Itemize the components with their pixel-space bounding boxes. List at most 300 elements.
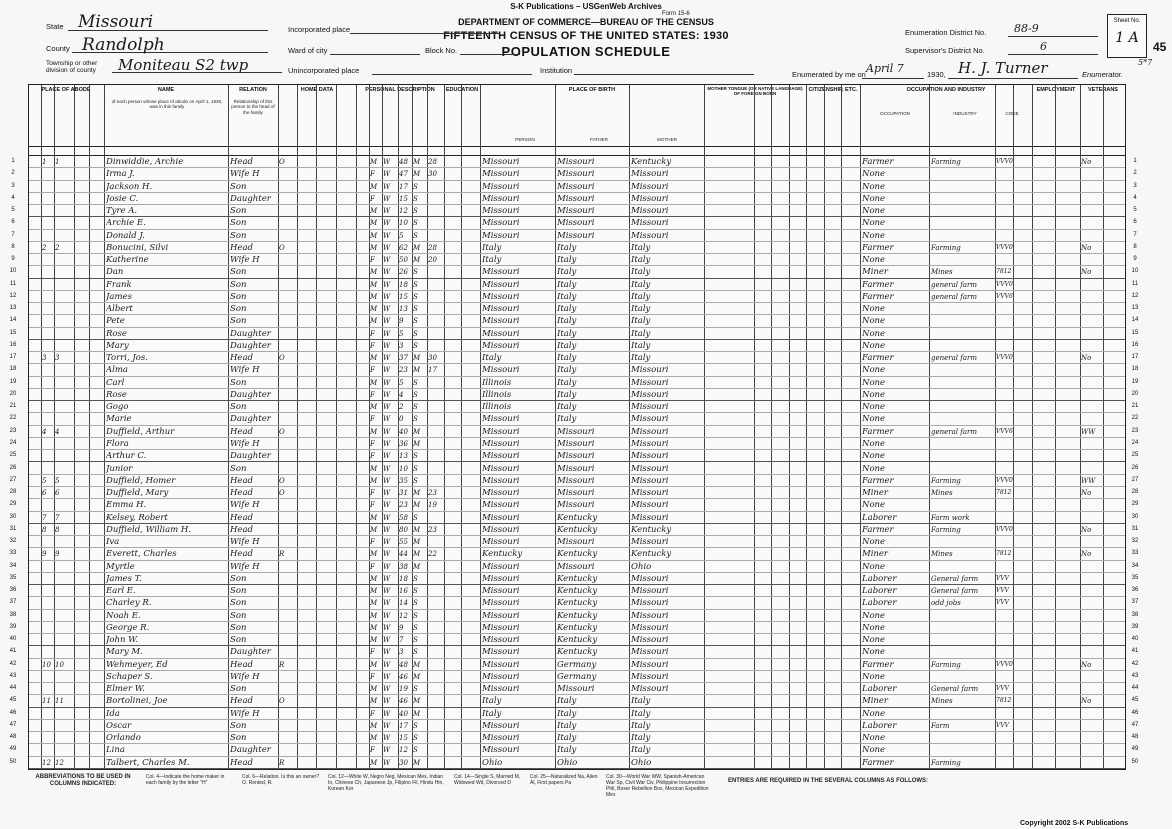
sheet-value: 1 A [1115,30,1139,46]
relationship: Son [230,573,247,584]
relationship: Son [230,377,247,388]
relationship: Head [230,757,253,768]
birthplace-mother: Ohio [631,757,652,768]
sex: M [370,660,378,669]
age-at-marriage: 22 [428,550,437,559]
line-number: 18 [9,366,17,373]
race: W [383,697,391,706]
enumerator-label: Enumerator. [1082,70,1123,79]
relationship: Daughter [230,193,271,204]
relationship: Wife H [230,255,260,266]
race: W [383,329,391,338]
enumerator-name: H. J. Turner [958,59,1048,77]
line-number-right: 46 [1131,709,1139,716]
birthplace-mother: Kentucky [631,157,672,167]
birthplace-person: Missouri [482,291,520,302]
line-number: 39 [9,623,17,630]
birthplace-person: Missouri [482,438,520,449]
industry: Farm [931,721,950,730]
veteran-status: No [1081,158,1092,166]
ed-label: Enumeration District No. [905,28,987,37]
person-name: Kelsey, Robert [106,512,168,523]
birthplace-person: Missouri [482,488,520,499]
relationship: Daughter [230,451,271,462]
person-name: Duffield, William H. [106,524,192,535]
race: W [383,721,391,730]
line-number: 30 [9,513,17,520]
birthplace-father: Germany [557,671,597,682]
age: 9 [399,623,404,632]
line-number-right: 39 [1131,623,1139,630]
age: 5 [399,329,404,338]
marital-status: S [413,476,418,485]
occupation: None [862,745,886,756]
occupation-code: VVV6 [996,427,1013,435]
birthplace-mother: Italy [631,733,651,744]
birthplace-person: Missouri [482,573,520,584]
occupation: None [862,610,886,621]
birthplace-mother: Missouri [631,230,669,241]
ward-label: Ward of city [288,46,328,55]
occupation-code: VVV0 [996,280,1013,288]
sex: F [370,709,375,718]
line-number-right: 48 [1131,734,1139,741]
table-row [9,266,1139,278]
relationship: Wife H [230,169,260,180]
person-name: Mary M. [106,647,143,658]
marital-status: M [413,427,421,436]
marital-status: S [413,636,418,645]
occupation: None [862,365,886,376]
birthplace-person: Missouri [482,647,520,658]
relationship: Wife H [230,561,260,572]
birthplace-father: Italy [557,255,577,266]
sex: F [370,452,375,461]
line-number-right: 29 [1131,501,1139,508]
marital-status: S [413,599,418,608]
table-row [9,340,1139,352]
birthplace-father: Missouri [557,193,595,204]
birthplace-mother: Kentucky [631,524,672,535]
line-number: 49 [9,746,17,753]
race: W [383,562,391,571]
race: W [383,231,391,240]
line-number-right: 34 [1131,562,1139,569]
table-row [9,328,1139,340]
table-row [9,610,1139,622]
relationship: Daughter [230,414,271,425]
sex: M [370,292,378,301]
line-number: 42 [9,660,17,667]
person-name: Irma J. [106,169,135,180]
line-number-right: 13 [1131,305,1139,312]
sex: F [370,390,375,399]
industry: odd jobs [931,599,961,608]
home-tenure: O [279,354,285,363]
marital-status: S [413,182,418,191]
relationship: Son [230,622,247,633]
table-row [11,181,1137,193]
age: 31 [399,489,408,498]
person-name: Oscar [106,720,132,731]
marital-status: S [413,194,418,203]
birthplace-mother: Missouri [631,537,669,548]
birthplace-father: Italy [557,279,577,290]
relation-subhead: Relationship of this person to the head of the family [231,99,275,115]
birthplace-mother: Kentucky [631,549,672,560]
table-row [9,426,1139,438]
line-number-right: 47 [1131,721,1139,728]
dwelling-number: 9 [42,550,47,559]
veteran-status: No [1081,268,1092,277]
relationship: Head [230,242,253,253]
person-name: Noah E. [106,610,141,621]
birthplace-father: Missouri [557,463,595,474]
person-name: Carl [106,377,125,388]
person-name: Flora [106,438,129,449]
line-number-right: 50 [1131,758,1139,765]
age-at-marriage: 30 [428,170,437,179]
relationship: Daughter [230,328,271,339]
birthplace-father: Missouri [557,218,595,229]
unincorporated-line [372,74,532,75]
occupation: None [862,622,886,633]
race: W [383,599,391,608]
marital-status: M [413,709,421,718]
birthplace-mother: Italy [631,279,651,290]
occupation: Laborer [862,573,897,584]
table-row [9,695,1139,707]
age: 40 [399,709,408,718]
occupation: None [862,218,886,229]
industry: Farming [931,660,961,669]
race: W [383,623,391,632]
line-number-right: 15 [1131,329,1139,336]
family-number: 1 [55,158,60,166]
unincorporated-label: Unincorporated place [288,66,360,75]
sex: F [370,415,375,424]
birthplace-father: Missouri [557,561,595,572]
birthplace-mother: Missouri [631,218,669,229]
age: 19 [399,685,408,694]
enumerated-date-line [862,78,924,79]
race: W [383,452,391,461]
line-number: 32 [9,538,17,545]
home-tenure: O [279,158,285,166]
marital-status: S [413,231,418,240]
sex: F [370,170,375,179]
birthplace-mother: Missouri [631,598,669,609]
marital-status: S [413,574,418,583]
line-number: 17 [9,354,17,361]
person-name: Arthur C. [106,451,147,462]
birthplace-mother: Missouri [631,377,669,388]
birthplace-person: Missouri [482,426,520,437]
sex: M [370,280,378,289]
line-number-right: 49 [1131,746,1139,753]
sex: M [370,207,378,216]
person-name: Rose [106,328,127,339]
schedule-title: POPULATION SCHEDULE [501,44,671,59]
birthplace-person: Missouri [482,561,520,572]
relationship: Son [230,610,247,621]
industry: general farm [931,292,978,301]
sex: F [370,341,375,350]
industry: Mines [931,489,953,498]
relationship: Wife H [230,438,260,449]
table-row [9,561,1139,573]
birthplace-mother: Missouri [631,181,669,192]
race: W [383,390,391,399]
birthplace-father: Italy [557,316,577,327]
relationship: Daughter [230,389,271,400]
abbreviations-title: ABBREVIATIONS TO BE USED IN COLUMNS INDICATED: [35,774,131,788]
birthplace-father: Italy [557,414,577,425]
relationship: Head [230,659,253,670]
group-place-of-abode: PLACE OF ABODE [41,87,91,93]
marital-status: M [413,256,421,265]
birthplace-father: Missouri [557,475,595,486]
industry: Farming [931,758,961,767]
line-number: 12 [9,292,17,299]
age: 3 [399,341,404,350]
sex: M [370,611,378,620]
birthplace-mother: Missouri [631,438,669,449]
birthplace-person: Missouri [482,745,520,756]
family-number: 9 [55,550,60,559]
race: W [383,219,391,228]
line-number: 27 [9,476,17,483]
line-number: 48 [9,734,17,741]
line-number: 41 [9,648,17,655]
birthplace-person: Illinois [482,402,512,413]
occupation: Laborer [862,598,897,609]
occupation-code: VVV [996,721,1009,729]
race: W [383,746,391,755]
birthplace-father: Kentucky [557,586,598,597]
name-subhead: of each person whose place of abode on April 1, 1930, was in this family [111,99,223,110]
marital-status: M [413,501,421,510]
line-number: 9 [11,256,15,263]
sex: M [370,268,378,277]
industry: General farm [931,587,979,596]
birthplace-father: Missouri [557,181,595,192]
line-number: 22 [9,415,17,422]
line-number-right: 33 [1131,550,1139,557]
marital-status: M [413,354,421,363]
table-row [11,254,1137,266]
marital-status: M [413,660,421,669]
race: W [383,489,391,498]
age: 40 [399,427,408,436]
marital-status: M [413,366,421,375]
birthplace-father: Kentucky [557,598,598,609]
person-name: Lina [106,745,125,756]
occupation: Farmer [862,242,894,253]
dwelling-number: 3 [42,354,47,363]
age-at-marriage: 20 [428,256,437,265]
birthplace-mother: Missouri [631,671,669,682]
veteran-status: WW [1081,427,1096,436]
race: W [383,525,391,534]
table-row [9,303,1139,315]
table-row [9,708,1139,720]
age: 37 [399,354,408,363]
age-at-marriage: 28 [428,243,437,252]
age-at-marriage: 23 [428,525,437,534]
occupation-code: VVV [996,599,1009,607]
line-number-right: 10 [1131,268,1139,275]
birthplace-mother: Missouri [631,684,669,695]
industry: Farming [931,158,961,166]
abbrev-col25: Col. 25—Naturalized Na, Alien Al, First papers Pa [530,774,598,786]
race: W [383,243,391,252]
occupation: None [862,671,886,682]
sheet-number-box [1107,14,1147,58]
occupation: None [862,206,886,217]
margin-note: 5*7 [1138,58,1153,67]
relationship: Daughter [230,745,271,756]
marital-status: S [413,648,418,657]
birthplace-person: Missouri [482,733,520,744]
marital-status: M [413,525,421,534]
birthplace-person: Missouri [482,610,520,621]
person-name: Talbert, Charles M. [106,757,190,768]
occupation: None [862,402,886,413]
supervisor-line [1008,54,1098,55]
person-name: Mary [106,340,129,351]
schedule-footer [28,772,1126,818]
person-name: Wehmeyer, Ed [106,659,168,670]
table-row [9,279,1139,291]
enumerator-line [948,78,1078,79]
line-number-right: 9 [1133,256,1137,263]
group-personal-description: PERSONAL DESCRIPTION [365,87,435,93]
race: W [383,574,391,583]
relationship: Head [230,475,253,486]
table-row [9,634,1139,646]
relationship: Son [230,586,247,597]
birthplace-father: Missouri [557,438,595,449]
person-name: Ida [106,708,120,719]
line-number: 38 [9,611,17,618]
marital-status: S [413,403,418,412]
person-name: Katherine [106,255,149,266]
line-number-right: 22 [1131,415,1139,422]
birthplace-father: Missouri [557,684,595,695]
veteran-status: No [1081,243,1092,252]
line-number: 26 [9,464,17,471]
person-name: Charley R. [106,598,152,609]
enumerated-date: April 7 [866,62,904,75]
birthplace-father: Missouri [557,157,595,167]
occupation-code: VVV0 [996,525,1013,533]
birthplace-father: Missouri [557,451,595,462]
table-row [9,548,1139,560]
line-number: 28 [9,489,17,496]
occupation: None [862,561,886,572]
marital-status: S [413,329,418,338]
marital-status: M [413,243,421,252]
sex: M [370,721,378,730]
marital-status: M [413,672,421,681]
occupation: Laborer [862,684,897,695]
occupation: None [862,438,886,449]
line-number: 13 [9,305,17,312]
sex: M [370,636,378,645]
relationship: Wife H [230,365,260,376]
line-number: 23 [9,427,17,434]
birthplace-father: Kentucky [557,610,598,621]
age: 12 [399,746,408,755]
table-row [9,659,1139,671]
sex: F [370,672,375,681]
birthplace-person: Missouri [482,328,520,339]
person-name: Duffield, Homer [106,475,176,486]
race: W [383,709,391,718]
incorporated-label: Incorporated place [288,25,351,34]
birthplace-mother: Italy [631,291,651,302]
archive-banner: S-K Publications – USGenWeb Archives [510,2,662,11]
family-number: 12 [55,758,64,767]
birth-father-subhead: FATHER [590,137,608,142]
group-name: NAME [157,87,175,93]
age: 5 [399,231,404,240]
occupation: None [862,377,886,388]
line-number-right: 5 [1133,207,1137,214]
line-number: 10 [9,268,17,275]
birthplace-person: Missouri [482,586,520,597]
industry: Farming [931,525,961,534]
person-name: Josie C. [106,193,139,204]
table-row [9,744,1139,756]
occupation: Miner [862,549,888,560]
supervisor-label: Supervisor's District No. [905,46,985,55]
birthplace-mother: Missouri [631,622,669,633]
birthplace-mother: Missouri [631,389,669,400]
birthplace-person: Missouri [482,598,520,609]
age: 44 [399,550,408,559]
race: W [383,476,391,485]
age: 16 [399,587,408,596]
relationship: Son [230,304,247,315]
line-number: 21 [9,403,17,410]
industry: Mines [931,697,953,706]
table-row [9,315,1139,327]
race: W [383,550,391,559]
age: 23 [399,366,408,375]
table-row [9,646,1139,658]
birthplace-father: Missouri [557,169,595,180]
home-tenure: O [279,697,285,706]
birthplace-mother: Italy [631,745,651,756]
line-number: 5 [11,207,15,214]
age: 58 [399,513,408,522]
occupation: None [862,537,886,548]
birthplace-father: Italy [557,377,577,388]
birthplace-father: Ohio [557,757,578,768]
age: 18 [399,280,408,289]
birthplace-person: Illinois [482,389,512,400]
township-value: Moniteau S2 twp [118,56,249,74]
dwelling-number: 5 [42,476,47,485]
column-number-band [29,147,1125,156]
race: W [383,636,391,645]
birthplace-person: Missouri [482,157,520,167]
birthplace-mother: Missouri [631,365,669,376]
table-row [9,757,1139,769]
age: 14 [399,599,408,608]
